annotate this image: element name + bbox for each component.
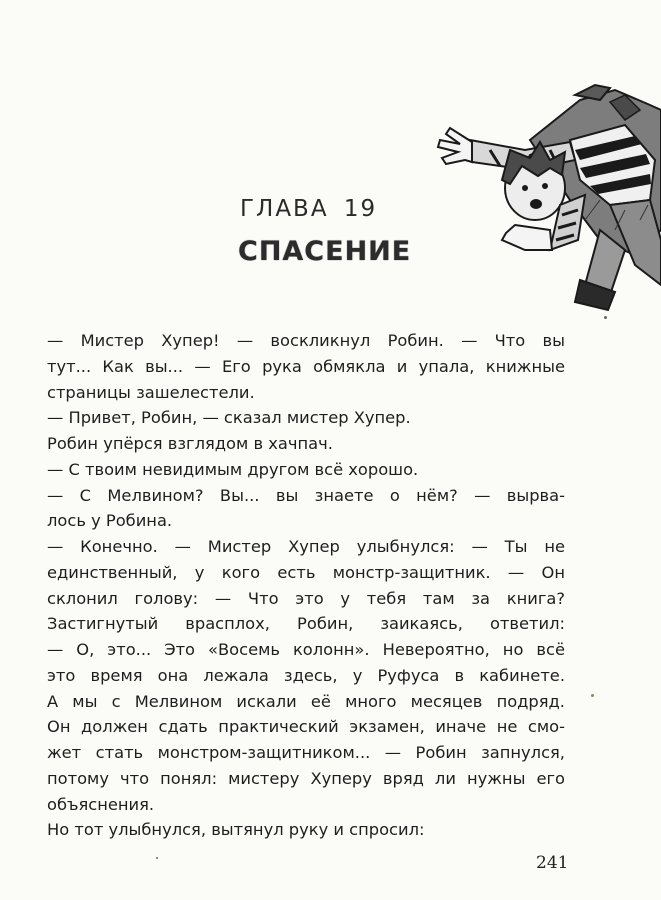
body-text [44, 328, 565, 843]
text-line: Но тот улыбнулся, вытянул руку и спросил: [47, 820, 425, 840]
text-line: — С твоим невидимым другом всё хорошо. [47, 459, 419, 479]
page-number: 241 [536, 853, 569, 873]
text-line: — С Мелвином? Вы... вы знаете о нём? — вырва- [47, 485, 565, 505]
ink-speck [604, 316, 607, 319]
text-line: страницы зашелестели. [47, 382, 255, 402]
ink-speck [591, 694, 594, 697]
text-line: склонил голову: — Что это у тебя там за книга? [47, 588, 565, 608]
chapter-title: СПАСЕНИЕ [238, 236, 412, 267]
text-line: лось у Робина. [47, 511, 173, 531]
ink-speck [156, 857, 158, 859]
text-line: Робин упёрся взглядом в хачпач. [47, 434, 333, 453]
text-line: единственный, у кого есть монстр-защитник. — Он [47, 562, 565, 582]
text-line: Он должен сдать практический экзамен, иначе не смо- [47, 717, 565, 737]
text-line: тут... Как вы... — Его рука обмякла и упала, книжные [47, 356, 565, 376]
text-line: — Мистер Хупер! — воскликнул Робин. — Что вы [47, 331, 565, 350]
text-line: объяснения. [47, 794, 155, 814]
text-line: — Конечно. — Мистер Хупер улыбнулся: — Ты не [47, 537, 565, 556]
text-line: это время она лежала здесь, у Руфуса в кабинете. [47, 665, 565, 685]
text-line: потому что понял: мистеру Хуперу вряд ли нужны его [47, 768, 565, 788]
boy-falling-illustration [410, 80, 661, 320]
chapter-label: ГЛАВА 19 [240, 196, 378, 222]
text-line: А мы с Мелвином искали её много месяцев подряд. [47, 691, 565, 711]
text-line: — Привет, Робин, — сказал мистер Хупер. [47, 408, 411, 428]
text-line: — О, это... Это «Восемь колонн». Невероятно, но всё [47, 640, 565, 659]
text-line: жет стать монстром-защитником... — Робин запнулся, [47, 743, 565, 762]
text-line: Застигнутый врасплох, Робин, заикаясь, ответил: [47, 614, 565, 634]
